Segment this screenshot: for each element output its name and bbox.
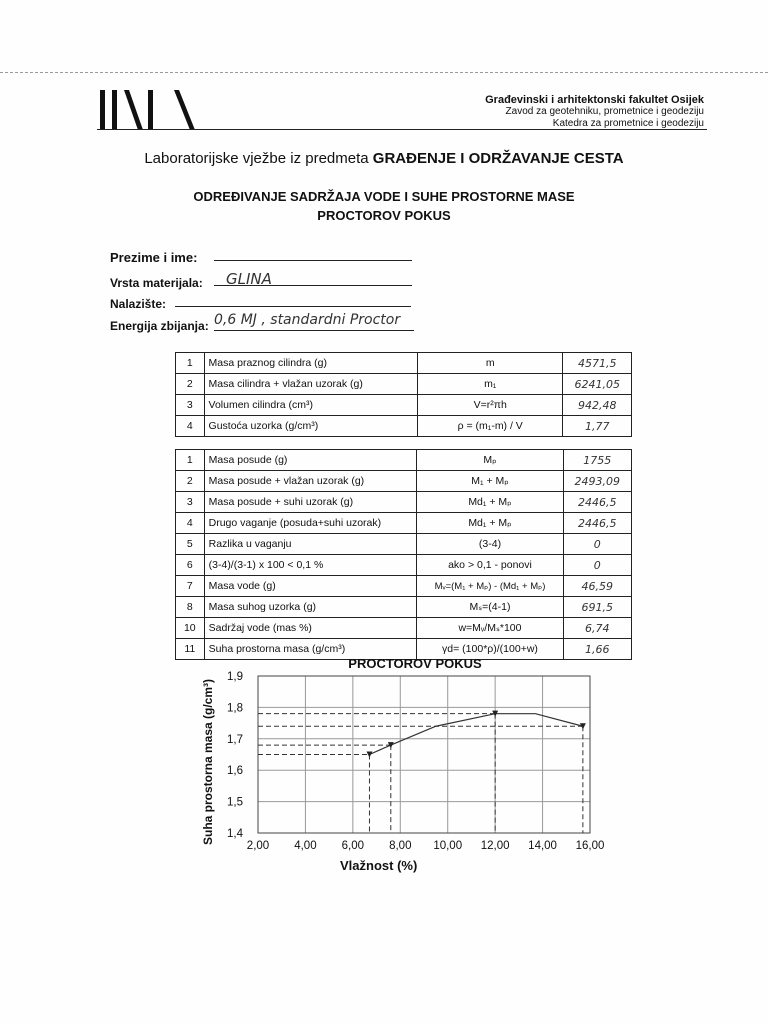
energy-label: Energija zbijanja: [110, 319, 209, 333]
x-tick-label: 6,00 [341, 840, 365, 852]
x-tick-label: 14,00 [528, 840, 557, 852]
table-row: 6 (3-4)/(3-1) x 100 < 0,1 % ako > 0,1 - ponovi 0 [176, 555, 632, 576]
table-row: 10 Sadržaj vode (mas %) w=Mᵥ/Mₛ*100 6,74 [176, 618, 632, 639]
name-label: Prezime i ime: [110, 250, 198, 265]
y-tick-label: 1,5 [227, 796, 243, 809]
x-axis-label: Vlažnost (%) [340, 858, 418, 873]
data-marker [366, 752, 372, 758]
x-tick-label: 10,00 [433, 840, 463, 852]
x-tick-label: 12,00 [480, 840, 510, 852]
experiment-title: ODREĐIVANJE SADRŽAJA VODE I SUHE PROSTORNE MASE [193, 189, 575, 204]
x-tick-label: 4,00 [294, 840, 317, 852]
location-label: Nalazište: [110, 297, 167, 311]
energy-field[interactable]: 0,6 MJ , standardni Proctor [214, 312, 414, 331]
table-row: 2 Masa posude + vlažan uzorak (g) M₁ + Mₚ 2493,09 [176, 471, 632, 492]
x-tick-label: 2,00 [246, 840, 270, 852]
y-tick-label: 1,8 [227, 702, 243, 715]
name-field[interactable] [214, 246, 412, 261]
y-axis-label: Suha prostorna masa (g/cm³) [201, 678, 215, 846]
top-dashed-line [0, 72, 768, 73]
x-tick-label: 8,00 [389, 840, 412, 852]
table-row: 2 Masa cilindra + vlažan uzorak (g) m₁ 6241,05 [176, 374, 632, 395]
chair-name: Katedra za prometnice i geodeziju [552, 118, 704, 129]
x-tick-label: 16,00 [575, 840, 605, 852]
y-tick-label: 1,4 [227, 828, 243, 840]
cylinder-table [175, 352, 632, 437]
faculty-logo [98, 84, 198, 132]
header-rule [97, 129, 707, 130]
table-row: 1 Masa praznog cilindra (g) m 4571,5 [176, 353, 632, 374]
table-row: 3 Volumen cilindra (cm³) V=r²πh 942,48 [176, 395, 632, 416]
table-row: 11 Suha prostorna masa (g/cm³) γd= (100*ρ)/(100+w) 1,66 [176, 639, 632, 660]
y-tick-label: 1,9 [227, 671, 243, 683]
material-field[interactable]: GLINA [214, 270, 412, 286]
table-row: 3 Masa posude + suhi uzorak (g) Md₁ + Mₚ 2446,5 [176, 492, 632, 513]
course-title: Laboratorijske vježbe iz predmeta GRAĐENJE I ODRŽAVANJE CESTA [144, 150, 624, 167]
table-row: 7 Masa vode (g) Mᵥ=(M₁ + Mₚ) - (Md₁ + Mₚ) 46,59 [176, 576, 632, 597]
location-field[interactable] [175, 292, 411, 307]
proctor-chart [215, 670, 605, 860]
compaction-curve [369, 714, 582, 755]
material-label: Vrsta materijala: [110, 276, 203, 290]
table-row: 1 Masa posude (g) Mₚ 1755 [176, 450, 632, 471]
department-name: Zavod za geotehniku, prometnice i geodeziju [505, 106, 704, 117]
chart-title: PROCTOROV POKUS [348, 656, 482, 671]
table-row: 4 Gustoća uzorka (g/cm³) ρ = (m₁-m) / V 1,77 [176, 416, 632, 437]
y-tick-label: 1,7 [227, 733, 243, 746]
table-row: 4 Drugo vaganje (posuda+suhi uzorak) Md₁ + Mₚ 2446,5 [176, 513, 632, 534]
table-row: 8 Masa suhog uzorka (g) Mₛ=(4-1) 691,5 [176, 597, 632, 618]
faculty-name: Građevinski i arhitektonski fakultet Osijek [485, 94, 704, 106]
table-row: 5 Razlika u vaganju (3-4) 0 [176, 534, 632, 555]
experiment-subtitle: PROCTOROV POKUS [317, 208, 451, 223]
moisture-table [175, 449, 632, 660]
faculty-header [485, 94, 704, 130]
y-tick-label: 1,6 [227, 765, 243, 778]
